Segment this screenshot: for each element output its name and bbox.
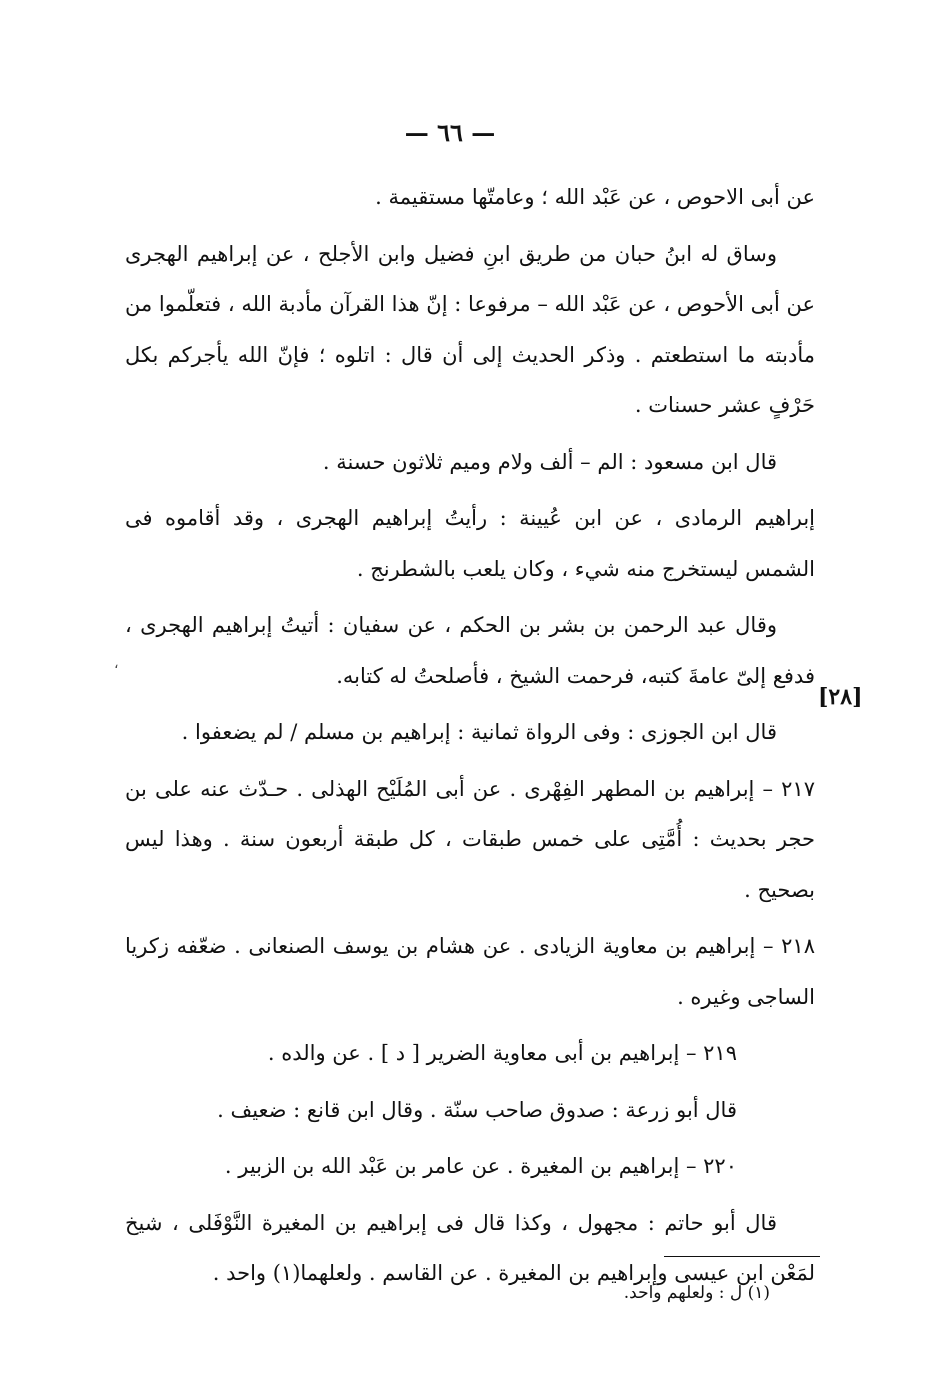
- paragraph: قال ابن مسعود : الم – ألف ولام وميم ثلاثون حسنة .: [322, 449, 777, 474]
- page-number: — ٦٦ —: [404, 118, 496, 147]
- margin-page-marker: [٢٨]: [818, 684, 863, 710]
- footnote-divider: [664, 1256, 820, 1257]
- stray-mark: ،: [114, 656, 119, 672]
- paragraph: وقال عبد الرحمن بن بشر بن الحكم ، عن سفيان : أتيتُ إبراهيم الهجرى ، فدفع إلىّ عامةَ كتبه، فرحمت الشيخ ، فأصلحتُ له كتابه.: [125, 613, 815, 688]
- entry-218: ٢١٨ – إبراهيم بن معاوية الزيادى . عن هشام بن يوسف الصنعانى . ضعّفه زكريا الساجى وغيره .: [125, 934, 815, 1009]
- paragraph: قال أبو حاتم : مجهول ، وكذا قال فى إبراهيم بن المغيرة النَّوْفَلى ، شيخ لمَعْن ابن عيسى وإبراهيم بن المغيرة . عن القاسم . ولعلهما(١) واحد .: [125, 1210, 815, 1285]
- paragraph: إبراهيم الرمادى ، عن ابن عُيينة : رأيتُ إبراهيم الهجرى ، وقد أقاموه فى الشمس ليستخرج منه شيء ، وكان يلعب بالشطرنج .: [125, 506, 815, 581]
- paragraph: قال ابن الجوزى : وفى الرواة ثمانية : إبراهيم بن مسلم / لم يضعفوا .: [181, 720, 777, 744]
- paragraph: وساق له ابنُ حبان من طريق ابنِ فضيل وابن الأجلح ، عن إبراهيم الهجرى عن أبى الأحوص ، عن عَبْد الله – مرفوعا : إنّ هذا القرآن مأدبة الله ، فتعلّموا من مأدبته ما استطعتم . وذكر الحديث إلى أن قال : اتلوه ؛ فإنّ الله يأجركم بكل حَرْفٍ عشر حسنات .: [125, 241, 815, 417]
- paragraph: قال أبو زرعة : صدوق صاحب سنّة . وقال ابن قانع : ضعيف .: [217, 1097, 737, 1122]
- main-text: [125, 172, 815, 1305]
- footnote: (١) ل : ولعلهم واحد.: [623, 1283, 770, 1303]
- entry-220: ٢٢٠ – إبراهيم بن المغيرة . عن عامر بن عَبْد الله بن الزبير .: [224, 1154, 737, 1178]
- entry-219: ٢١٩ – إبراهيم بن أبى معاوية الضرير [ د ] . عن والده .: [267, 1041, 737, 1065]
- entry-217: ٢١٧ – إبراهيم بن المطهر الفِهْرى . عن أبى المُلَيْح الهذلى . حـدّث عنه على بن حجر بحديث : أُمَّتِى على خمس طبقات ، كل طبقة أربعون سنة . وهذا ليس بصحيح .: [125, 776, 815, 902]
- paragraph: عن أبى الاحوص ، عن عَبْد الله ؛ وعامتّها مستقيمة .: [375, 185, 815, 209]
